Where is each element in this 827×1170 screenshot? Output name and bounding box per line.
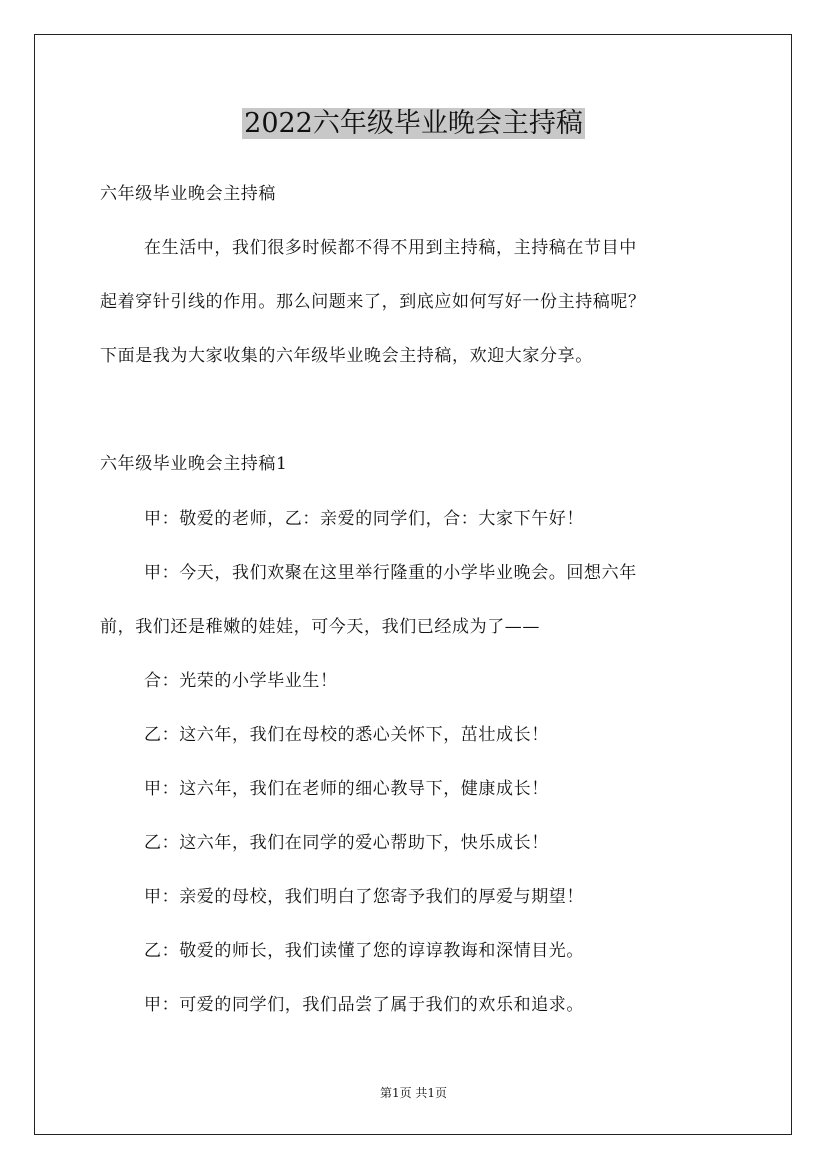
body-line-7: 乙：这六年，我们在同学的爱心帮助下，快乐成长！ — [144, 833, 549, 853]
intro-line-1: 在生活中，我们很多时候都不得不用到主持稿，主持稿在节目中 — [144, 238, 637, 258]
body-line-3: 前，我们还是稚嫩的娃娃，可今天，我们已经成为了—— — [100, 617, 540, 637]
document-title-text: 2022六年级毕业晚会主持稿 — [244, 108, 583, 139]
body-line-2: 甲：今天，我们欢聚在这里举行隆重的小学毕业晚会。回想六年 — [144, 563, 637, 583]
page-footer: 第1页 共1页 — [379, 1086, 448, 1100]
body-line-4: 合：光荣的小学毕业生！ — [144, 671, 338, 691]
subheading: 六年级毕业晚会主持稿 — [100, 184, 276, 204]
body-line-9: 乙：敬爱的师长，我们读懂了您的谆谆教诲和深情目光。 — [144, 941, 584, 961]
body-line-6: 甲：这六年，我们在老师的细心教导下，健康成长！ — [144, 779, 549, 799]
body-line-10: 甲：可爱的同学们，我们品尝了属于我们的欢乐和追求。 — [144, 995, 584, 1015]
body-line-8: 甲：亲爱的母校，我们明白了您寄予我们的厚爱与期望！ — [144, 887, 584, 907]
body-line-1: 甲：敬爱的老师，乙：亲爱的同学们，合：大家下午好！ — [144, 509, 584, 529]
intro-line-2: 起着穿针引线的作用。那么问题来了，到底应如何写好一份主持稿呢？ — [100, 292, 646, 312]
document-title — [0, 104, 827, 144]
body-line-5: 乙：这六年，我们在母校的悉心关怀下，茁壮成长！ — [144, 725, 549, 745]
section-heading: 六年级毕业晚会主持稿1 — [100, 454, 288, 474]
intro-line-3: 下面是我为大家收集的六年级毕业晚会主持稿，欢迎大家分享。 — [100, 346, 593, 366]
